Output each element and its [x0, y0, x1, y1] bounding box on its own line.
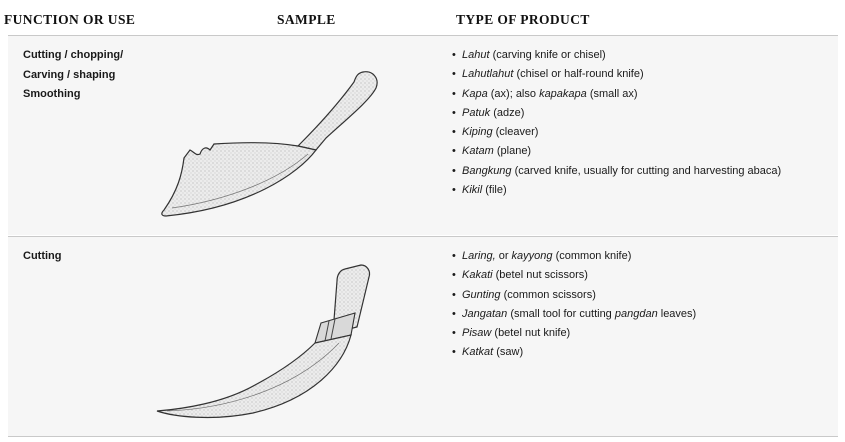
list-item: • Katam (plane)	[452, 145, 532, 158]
product-name: Kakati	[462, 269, 493, 282]
product-desc: (betel nut scissors)	[492, 269, 588, 282]
list-item: • Gunting (common scissors)	[452, 288, 596, 301]
product-name: pangdan	[614, 307, 658, 320]
function-text: Smoothing	[23, 88, 81, 100]
product-list	[452, 46, 781, 200]
product-name: kayyong	[511, 250, 553, 262]
product-desc: (ax); also	[487, 87, 540, 100]
product-name: Kapa	[462, 87, 488, 100]
list-item: • Jangatan (small tool for cutting pangdan leaves)	[452, 307, 697, 320]
product-desc: (carved knife, usually for cutting and harvesting abaca)	[511, 164, 782, 177]
product-name: Kikil	[462, 184, 483, 197]
list-item: • Bangkung (carved knife, usually for cutting and harvesting abaca)	[452, 164, 782, 177]
column-header-type: TYPE OF PRODUCT	[456, 12, 590, 27]
product-desc: (chisel or half-round knife)	[513, 68, 644, 81]
table-row	[8, 236, 838, 437]
product-name: Gunting	[462, 288, 501, 301]
list-item: • Lahutlahut (chisel or half-round knife)	[452, 68, 644, 81]
list-item: • Katkat (saw)	[452, 346, 524, 359]
list-item: • Patuk (adze)	[452, 106, 525, 119]
list-item: • Kikil (file)	[452, 184, 507, 197]
product-desc: (small tool for cutting	[507, 307, 615, 320]
product-desc: (plane)	[493, 145, 532, 158]
list-item: • Kakati (betel nut scissors)	[452, 269, 588, 282]
function-cell	[23, 247, 61, 267]
product-desc: leaves)	[657, 307, 697, 320]
function-text: Cutting / chopping/	[23, 49, 124, 61]
product-desc: (common knife)	[552, 250, 632, 262]
product-name: kapakapa	[539, 87, 587, 100]
product-name: Bangkung	[462, 164, 512, 177]
list-item: • Kiping (cleaver)	[452, 126, 539, 139]
product-desc: or	[495, 250, 512, 262]
product-desc: (carving knife or chisel)	[489, 49, 606, 61]
product-name: Kiping	[462, 126, 493, 139]
product-name: Lahutlahut	[462, 68, 514, 81]
function-cell	[23, 46, 123, 105]
list-item: • Pisaw (betel nut knife)	[452, 327, 571, 340]
list-item: • Lahut (carving knife or chisel)	[452, 49, 606, 61]
function-text: Cutting	[23, 250, 62, 262]
product-name: Patuk	[462, 106, 491, 119]
curved-carving-knife-icon	[148, 62, 388, 222]
list-item: • Laring, or kayyong (common knife)	[452, 250, 632, 262]
product-desc: (file)	[482, 184, 507, 197]
product-desc: (adze)	[490, 106, 525, 119]
product-desc: (small ax)	[586, 87, 638, 100]
column-header-sample: SAMPLE	[277, 12, 336, 27]
table-divider	[8, 436, 838, 437]
common-knife-icon	[143, 261, 388, 421]
table-header	[0, 0, 845, 34]
product-name: Laring,	[462, 250, 496, 262]
product-desc: (cleaver)	[492, 126, 539, 139]
function-text: Carving / shaping	[23, 68, 116, 81]
table-row	[8, 35, 838, 235]
column-header-function: FUNCTION OR USE	[4, 12, 136, 27]
product-name: Katam	[462, 145, 494, 158]
product-desc: (betel nut knife)	[491, 327, 571, 340]
list-item: • Kapa (ax); also kapakapa (small ax)	[452, 87, 638, 100]
product-list	[452, 247, 696, 363]
product-name: Pisaw	[462, 327, 492, 340]
product-desc: (saw)	[493, 346, 524, 359]
product-name: Lahut	[462, 49, 490, 61]
product-name: Katkat	[462, 346, 494, 359]
product-name: Jangatan	[462, 307, 508, 320]
product-desc: (common scissors)	[500, 288, 596, 301]
